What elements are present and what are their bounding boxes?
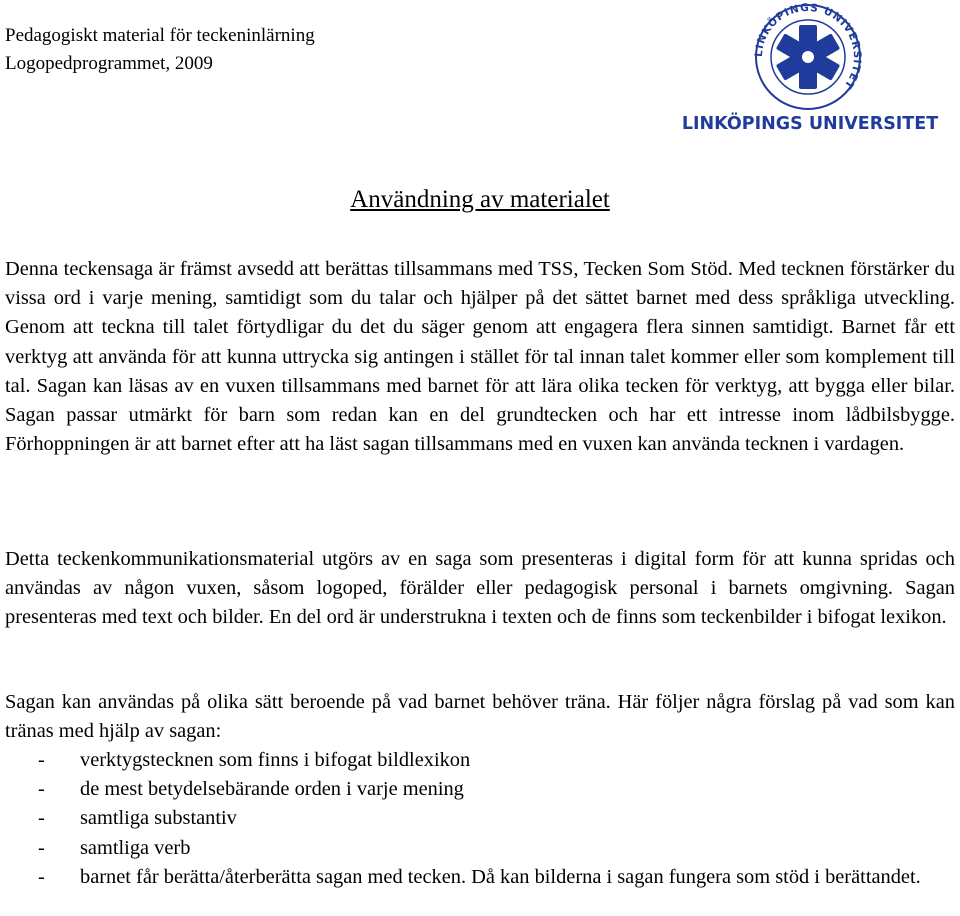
paragraph-material: Detta teckenkommunikationsmaterial utgörs av en saga som presenteras i digital form för att kunna spridas och användas av någon vuxen, såsom logoped, förälder eller pedagogisk personal i barnets omgivning. Sagan presenteras med text och bilder. En del ord är understrukna i texten och de finns som teckenbilder i bifogat lexikon.: [5, 548, 955, 629]
list-item-text: de mest betydelsebärande orden i varje mening: [80, 778, 464, 801]
list-dash: -: [38, 778, 45, 801]
list-item: [5, 863, 955, 892]
university-seal-icon: [668, 3, 952, 131]
page-title: Användning av materialet: [350, 186, 610, 213]
list-item-text: samtliga substantiv: [80, 807, 237, 830]
suggestion-list: [5, 746, 955, 892]
document-header: [5, 22, 315, 78]
seal-arc-text: LINKÖPINGS UNIVERSITET: [752, 3, 864, 92]
paragraph-intro: Denna teckensaga är främst avsedd att berättas tillsammans med TSS, Tecken Som Stöd. Med tecknen förstärker du vissa ord i varje mening, samtidigt som du talar och hjälper på det sättet barnet med dess språkliga utveckling. Genom att teckna till talet förtydligar du det du säger genom att engagera flera sinnen samtidigt. Barnet får ett verktyg att använda för att kunna uttrycka sig antingen i stället för tal innan talet kommer eller som komplement till tal. Sagan kan läsas av en vuxen tillsammans med barnet för att lära olika tecken för verktyg, att bygga eller bilar. Sagan passar utmärkt för barn som redan kan en del grundtecken och har ett intresse inom lådbilsbygge. Förhoppningen är att barnet efter att ha läst sagan tillsammans med en vuxen kan använda tecknen i vardagen.: [5, 258, 955, 456]
header-course-title: Pedagogiskt material för teckeninlärning: [5, 25, 315, 46]
paragraph-usage: Sagan kan användas på olika sätt beroende på vad barnet behöver träna. Här följer några förslag på vad som kan tränas med hjälp av sagan:: [5, 691, 955, 743]
list-item: [5, 746, 955, 775]
list-item: [5, 834, 955, 863]
list-item: [5, 775, 955, 804]
list-item-text: samtliga verb: [80, 836, 191, 859]
university-logo: [668, 3, 952, 131]
header-program-year: Logopedprogrammet, 2009: [5, 53, 213, 74]
list-dash: -: [38, 865, 45, 888]
list-dash: -: [38, 807, 45, 830]
list-item-text: barnet får berätta/återberätta sagan med tecken. Då kan bilderna i sagan fungera som stöd i berättandet.: [80, 865, 921, 888]
list-dash: -: [38, 749, 45, 771]
university-wordmark: LINKÖPINGS UNIVERSITET: [681, 114, 939, 131]
list-dash: -: [38, 836, 45, 859]
list-item-text: verktygstecknen som finns i bifogat bildlexikon: [80, 749, 471, 771]
list-item: [5, 804, 955, 833]
